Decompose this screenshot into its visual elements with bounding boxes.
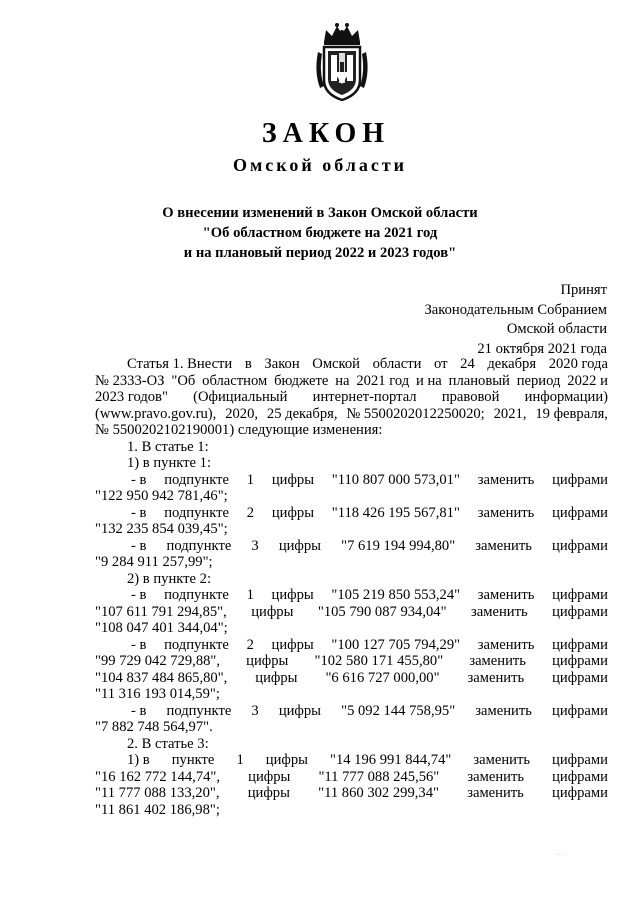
subpoint-line: "99 729 042 729,88", цифры "102 580 171 455,80" заменить цифрами	[95, 653, 608, 669]
point-heading: 2) в пункте 2:	[127, 570, 212, 587]
document-subtitle: Омской области	[232, 155, 408, 175]
subpoint-value: "11 316 193 014,59";	[95, 686, 220, 702]
point-line: "11 777 088 133,20", цифры "11 860 302 299,34" заменить цифрами	[95, 785, 608, 801]
document-title: ЗАКОН	[261, 118, 391, 149]
subpoint-value: "108 047 401 344,04";	[95, 620, 228, 636]
subpoint-line: "104 837 484 865,80", цифры "6 616 727 000,00" заменить цифрами	[95, 669, 608, 686]
article-1-line: № 5500202102190001) следующие изменения:	[95, 422, 383, 438]
subject-line: и на плановый период 2022 и 2023 годов"	[183, 245, 457, 261]
subpoint-line: - в подпункте 1 цифры "105 219 850 553,24" заменить цифрами	[131, 587, 608, 603]
subpoint-line: - в подпункте 2 цифры "100 127 705 794,29" заменить цифрами	[131, 636, 608, 653]
subpoint-value: "7 882 748 564,97".	[95, 719, 213, 735]
subpoint-line: - в подпункте 3 цифры "7 619 194 994,80" заменить цифрами	[131, 537, 608, 554]
subpoint-value: "122 950 942 781,46";	[95, 488, 228, 504]
adoption-block	[425, 281, 608, 359]
item-heading: 2. В статье 3:	[127, 735, 209, 752]
subpoint-line: - в подпункте 1 цифры "110 807 000 573,01" заменить цифрами	[131, 471, 608, 488]
law-subject-heading	[0, 203, 640, 263]
subpoint-value: "9 284 911 257,99";	[95, 554, 213, 570]
point-line: "16 162 772 144,74", цифры "11 777 088 245,56" заменить цифрами	[95, 768, 608, 785]
adopted-line: Принят	[560, 282, 607, 298]
adopted-line: Законодательным Собранием	[424, 301, 607, 318]
subpoint-line: - в подпункте 3 цифры "5 092 144 758,95" заменить цифрами	[131, 702, 608, 719]
point-value: "11 861 402 186,98";	[95, 801, 220, 818]
subpoint-line: "107 611 791 294,85", цифры "105 790 087 934,04" заменить цифрами	[95, 603, 608, 620]
point-heading: 1) в пункте 1:	[127, 455, 212, 471]
article-1-line: № 2333-ОЗ "Об областном бюджете на 2021 год и на плановый период 2022 и	[95, 372, 608, 389]
law-body-text	[95, 356, 608, 818]
subject-line: "Об областном бюджете на 2021 год	[202, 225, 438, 241]
adoption-date: 21 октября 2021 года	[477, 340, 607, 357]
article-1-line: 2023 годов" (Официальный интернет-портал правовой информации)	[95, 389, 608, 405]
subpoint-line: - в подпункте 2 цифры "118 426 195 567,81" заменить цифрами	[131, 504, 608, 521]
subpoint-value: "132 235 854 039,45";	[95, 521, 228, 537]
article-1-line: Статья 1. Внести в Закон Омской области от 24 декабря 2020 года	[127, 356, 608, 372]
scan-artifact-dots: · · · ·	[555, 852, 568, 858]
point-line: 1) в пункте 1 цифры "14 196 991 844,74" заменить цифрами	[127, 752, 608, 768]
subject-line: О внесении изменений в Закон Омской области	[162, 205, 478, 221]
item-heading: 1. В статье 1:	[127, 438, 209, 455]
adopted-line: Омской области	[506, 321, 607, 337]
omsk-coat-of-arms-emblem	[314, 22, 370, 102]
article-1-line: (www.pravo.gov.ru), 2020, 25 декабря, № 5500202012250020; 2021, 19 февраля,	[95, 405, 608, 422]
